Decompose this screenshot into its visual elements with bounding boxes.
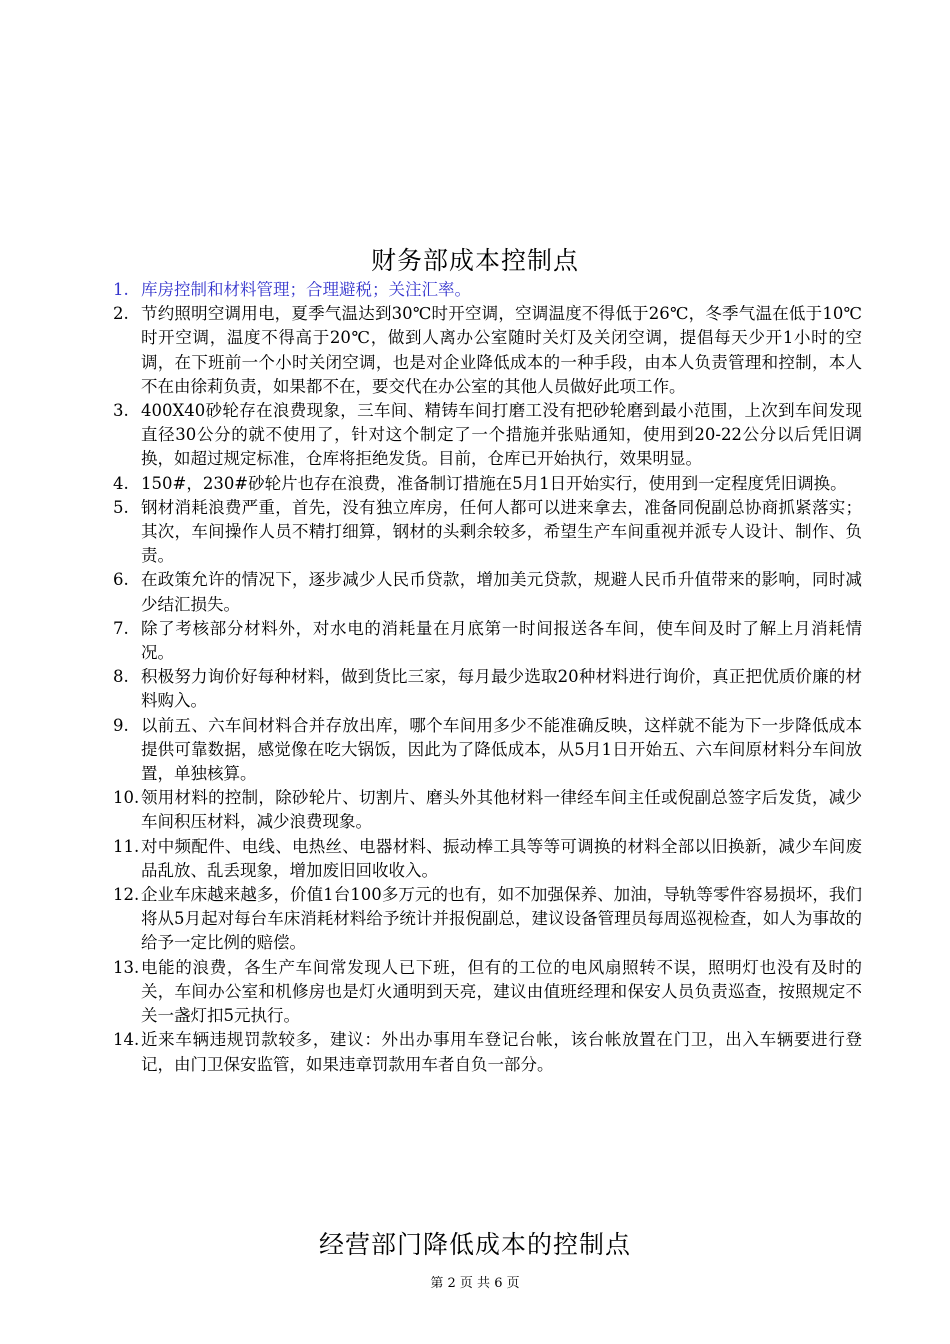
list-item (0, 665, 950, 713)
list-item-number: 12. (113, 885, 140, 905)
list-item-text: 在政策允许的情况下，逐步减少人民币贷款，增加美元贷款，规避人民币升值带来的影响，同时减少结汇损失。 (141, 570, 862, 614)
list-item-text: 近来车辆违规罚款较多，建议：外出办事用车登记台帐，该台帐放置在门卫，出入车辆要进行登记，由门卫保安监管，如果违章罚款用车者自负一部分。 (141, 1030, 862, 1074)
list-item-text: 电能的浪费，各生产车间常发现人已下班，但有的工位的电风扇照转不误，照明灯也没有及时的关，车间办公室和机修房也是灯火通明到天亮，建议由值班经理和保安人员负责巡查，按照规定不关一盏灯扣5元执行。 (141, 957, 862, 1026)
list-item-number: 2. (113, 304, 129, 324)
finance-cost-control-list (0, 278, 950, 1077)
list-item-text: 对中频配件、电线、电热丝、电器材料、振动棒工具等等可调换的材料全部以旧换新，减少车间废品乱放、乱丢现象，增加废旧回收收入。 (141, 836, 862, 880)
list-item-number: 3. (113, 401, 129, 421)
list-item-text: 积极努力询价好每种材料，做到货比三家，每月最少选取20种材料进行询价，真正把优质价廉的材料购入。 (141, 667, 862, 711)
list-item (0, 302, 950, 399)
list-item (0, 835, 950, 883)
list-item-number: 14. (113, 1030, 140, 1050)
list-item-number: 11. (113, 836, 140, 856)
list-item-number: 7. (113, 618, 129, 638)
list-item (0, 496, 950, 569)
list-item (0, 278, 950, 302)
list-item (0, 786, 950, 834)
list-item-number: 10. (113, 788, 140, 808)
list-item (0, 617, 950, 665)
list-item (0, 714, 950, 787)
list-item-text: 领用材料的控制，除砂轮片、切割片、磨头外其他材料一律经车间主任或倪副总签字后发货，减少车间积压材料，减少浪费现象。 (141, 788, 862, 832)
list-item-number: 9. (113, 715, 129, 735)
list-item-text: 除了考核部分材料外，对水电的消耗量在月底第一时间报送各车间，使车间及时了解上月消耗情况。 (141, 618, 862, 663)
list-item (0, 399, 950, 472)
list-item (0, 883, 950, 956)
list-item-text: 企业车床越来越多，价值1台100多万元的也有，如不加强保养、加油，导轨等零件容易损坏，我们将从5月起对每台车床消耗材料给予统计并报倪副总，建议设备管理员每周巡视检查，如人为事故的给予一定比例的赔偿。 (141, 885, 862, 953)
finance-section-title: 财务部成本控制点 (370, 245, 579, 275)
list-item (0, 472, 950, 496)
list-item-number: 8. (113, 667, 129, 687)
list-item-number: 6. (113, 570, 129, 590)
list-item-text: 以前五、六车间材料合并存放出库，哪个车间用多少不能准确反映，这样就不能为下一步降低成本提供可靠数据，感觉像在吃大锅饭，因此为了降低成本，从5月1日开始五、六车间原材料分车间放置，单独核算。 (141, 715, 862, 784)
list-item-text: 150#，230#砂轮片也存在浪费，准备制订措施在5月1日开始实行，使用到一定程度凭旧调换。 (141, 473, 847, 493)
list-item-number: 5. (113, 497, 129, 517)
list-item (0, 568, 950, 616)
list-item-number: 1. (113, 280, 129, 299)
operations-section-title: 经营部门降低成本的控制点 (318, 1229, 631, 1259)
list-item-text: 节约照明空调用电，夏季气温达到30℃时开空调，空调温度不得低于26℃，冬季气温在低于10℃时开空调，温度不得高于20℃，做到人离办公室随时关灯及关闭空调，提倡每天少开1小时的空调，在下班前一个小时关闭空调，也是对企业降低成本的一种手段，由本人负责管理和控制，本人不在由徐莉负责，如果都不在，要交代在办公室的其他人员做好此项工作。 (141, 304, 862, 396)
list-item-text: 钢材消耗浪费严重，首先，没有独立库房，任何人都可以进来拿去，准备同倪副总协商抓紧落实；其次，车间操作人员不精打细算，钢材的头剩余较多，希望生产车间重视并派专人设计、制作、负责。 (141, 497, 862, 566)
list-item (0, 1028, 950, 1076)
list-item-number: 4. (113, 473, 129, 493)
list-item-text: 库房控制和材料管理；合理避税；关注汇率。 (141, 280, 471, 299)
page-footer: 第 2 页 共 6 页 (430, 1276, 520, 1291)
list-item-number: 13. (113, 957, 140, 977)
list-item (0, 956, 950, 1029)
list-item-text: 400X40砂轮存在浪费现象，三车间、精铸车间打磨工没有把砂轮磨到最小范围，上次到车间发现直径30公分的就不使用了，针对这个制定了一个措施并张贴通知，使用到20-22公分以后凭旧调换，如超过规定标准，仓库将拒绝发货。目前，仓库已开始执行，效果明显。 (141, 401, 862, 469)
